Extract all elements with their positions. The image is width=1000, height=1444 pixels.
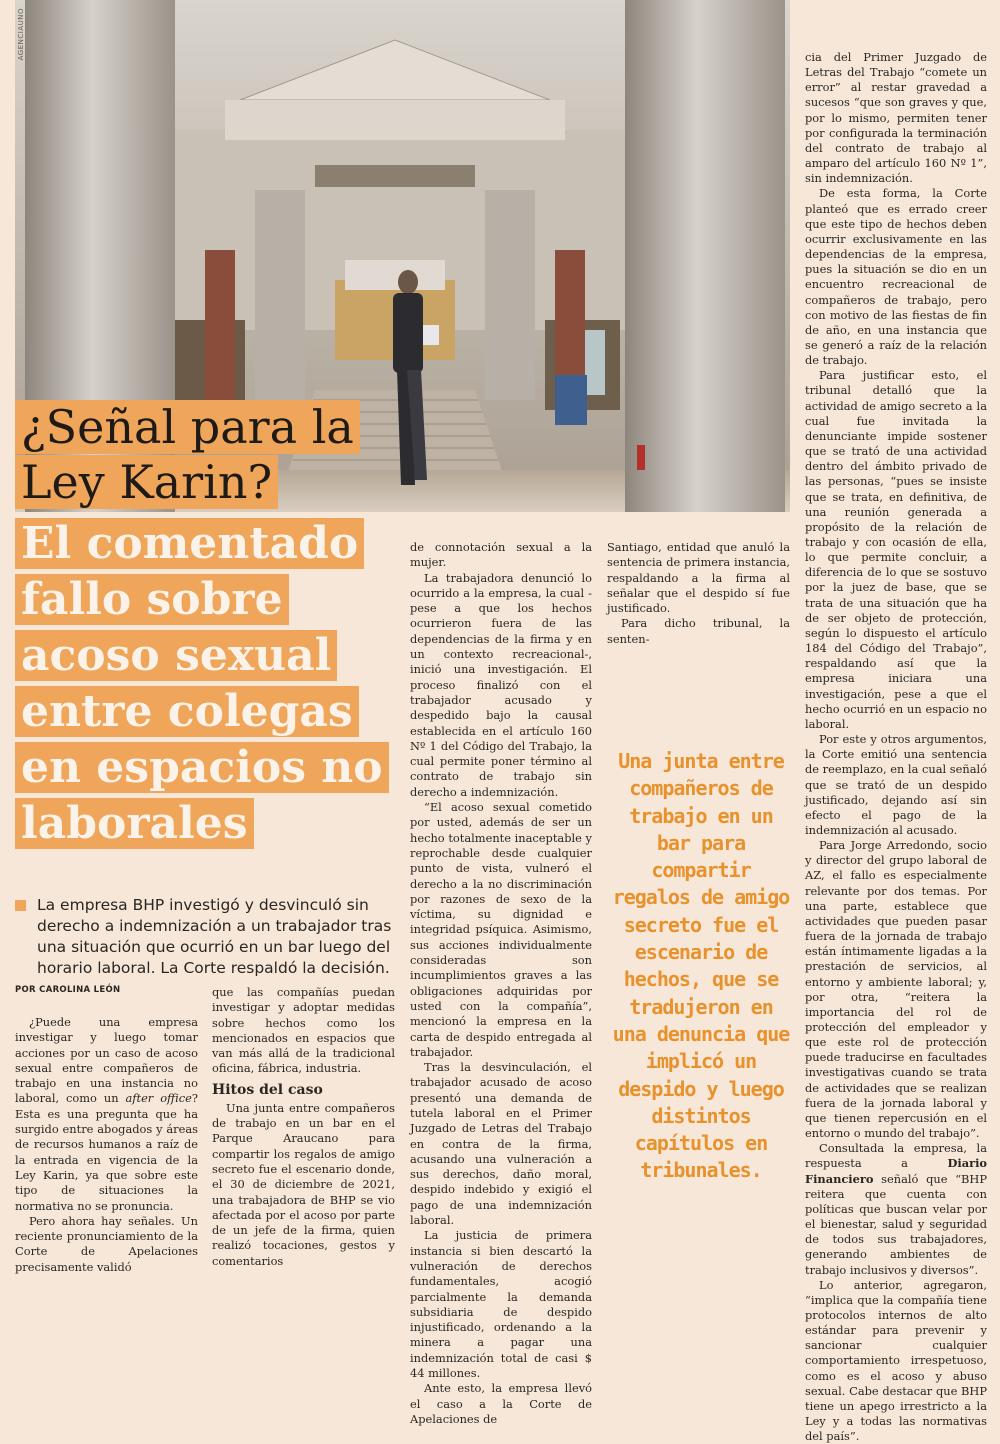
paragraph [805, 1141, 987, 1277]
column-2 [212, 985, 395, 1269]
publication-name: Diario Financiero [805, 1156, 987, 1186]
paragraph: Para dicho tribunal, la senten- [607, 616, 790, 646]
text-run: señaló que “BHP reitera que cuenta con políticas que buscan velar por el bienestar, salud y seguridad de todos sus trabajadores, generando ambientes de trabajo inclusivos y diversos”. [805, 1171, 987, 1277]
headline [15, 516, 400, 852]
photo-credit: AGENCIAUNO [17, 8, 25, 61]
paragraph: Pero ahora hay señales. Un reciente pronunciamiento de la Corte de Apelaciones precisamente validó [15, 1213, 198, 1274]
paragraph: Una junta entre compañeros de trabajo en un bar en el Parque Araucano para compartir los regalos de amigo secreto fue el escenario donde, el 30 de diciembre de 2021, una trabajadora de BHP se vio afectada por el acoso por parte de un jefe de la firma, quien realizó tocaciones, gestos y comentarios [212, 1100, 395, 1268]
paragraph: cia del Primer Juzgado de Letras del Trabajo “comete un error” al restar gravedad a sucesos “que son graves y que, por lo mismo, permiten tener por configurada la terminación del contrato de trabajo al amparo del artículo 160 Nº 1”, sin indemnización. [805, 50, 987, 186]
paragraph: ¿Puede una empresa investigar y luego tomar acciones por un caso de acoso sexual entre compañeros de trabajo en una instancia no laboral, como un after office? Esta es una pregunta que ha surgido entre abogados y áreas de recursos humanos a raíz de la entrada en vigencia de la Ley Karin, ya que sobre este tipo de situaciones la normativa no se pronuncia. [15, 1015, 198, 1213]
text-run: Consultada la empresa, la respuesta a [805, 1141, 987, 1171]
kicker-text: ¿Señal para la Ley Karin? [15, 400, 360, 509]
paragraph: Lo anterior, agregaron, “implica que la compañía tiene protocolos internos de alto estándar para prevenir y sancionar cualquier comportamiento irrespetuoso, como es el acoso y abuso sexual. Cabe destacar que BHP tiene un apego irrestricto a la Ley y a todas las normativas del país”. [805, 1277, 987, 1444]
paragraph: “El acoso sexual cometido por usted, además de ser un hecho totalmente inaceptable y reprochable desde cualquier punto de vista, vulneró el derecho a la no discriminación por razones de sexo de la víctima, su dignidad e integridad psíquica. Asimismo, sus acciones individualmente consideradas son incumplimientos graves a las obligaciones adquiridas por usted con la compañía”, mencionó la empresa en la carta de despido entregada al trabajador. [410, 800, 592, 1059]
paragraph: Tras la desvinculación, el trabajador acusado de acoso presentó una demanda de tutela laboral en el Primer Juzgado de Letras del Trabajo en contra de la firma, acusando una vulneración a sus derechos, daño moral, despido indebido y exigió el pago de una indemnización laboral. [410, 1060, 592, 1228]
paragraph: que las compañías puedan investigar y adoptar medidas sobre hechos como los mencionados en espacios que van más allá de la tradicional oficina, fábrica, industria. [212, 985, 395, 1076]
headline-text: El comentado fallo sobre acoso sexual entre colegas en espacios no laborales [15, 518, 389, 849]
column-4 [607, 540, 790, 647]
paragraph: La justicia de primera instancia si bien descartó la vulneración de derechos fundamentales, acogió parcialmente la demanda subsidiaria de despido injustificado, ordenando a la minera a pagar una indemnización total de casi $ 44 millones. [410, 1228, 592, 1381]
paragraph: Para justificar esto, el tribunal detalló que la actividad de amigo secreto a la cual fue invitada la denunciante impide sostener que se trató de una actividad dentro del ámbito privado de las personas, “pues se insiste que se trata, en definitiva, de una reunión generada a propósito de la relación de trabajo y con ocasión de ella, lo que permite concluir, a diferencia de lo que se sostuvo por la juez de base, que se trata de una situación que ha de ser objeto de protección, según lo dispuesto el artículo 184 del Código del Trabajo”, respaldando así que la empresa iniciara una investigación, pese a que el hecho ocurrió en un espacio no laboral. [805, 368, 987, 731]
lead-text: La empresa BHP investigó y desvinculó sin derecho a indemnización a un trabajador tras una situación que ocurrió en un bar luego del horario laboral. La Corte respaldó la decisión. [37, 896, 392, 977]
column-3 [410, 540, 592, 1427]
pull-quote: Una junta entre compañeros de trabajo en un bar para compartir regalos de amigo secreto fue el escenario de hechos, que se tradujeron en una denuncia que implicó un despido y luego distintos capítulos en tribunales. [612, 749, 790, 1183]
paragraph: de connotación sexual a la mujer. [410, 540, 592, 570]
column-1 [15, 1015, 198, 1275]
paragraph: La trabajadora denunció lo ocurrido a la empresa, la cual -pese a que los hechos ocurrieron fuera de las dependencias de la firma y en un contexto recreacional-, inició una investigación. El proceso finalizó con el trabajador acusado y despedido bajo la causal establecida en el artículo 160 Nº 1 del Código del Trabajo, la cual permite poner término al contrato de trabajo sin derecho a indemnización. [410, 570, 592, 799]
paragraph: Para Jorge Arredondo, socio y director del grupo laboral de AZ, el fallo es especialmente relevante por dos temas. Por una parte, establece que actividades que pueden pasar fuera de la jornada de trabajo están íntimamente ligadas a la prestación de servicios, al entorno y ambiente laboral; y, por otra, “reitera la importancia del rol de protección del empleador y que este rol de protección puede traducirse en facultades investigativas cuando se trata de actividades que se realizan fuera de la jornada laboral y que tienen repercusión en el entorno o mundo del trabajo”. [805, 838, 987, 1141]
paragraph: De esta forma, la Corte planteó que es errado creer que este tipo de hechos deben ocurrir exclusivamente en las dependencias de la empresa, pues la situación se dio en un encuentro recreacional de compañeros de trabajo, pero con motivo de las fiestas de fin de año, en una instancia que se generó a raíz de la relación de trabajo. [805, 186, 987, 368]
subheading: Hitos del caso [212, 1081, 323, 1098]
paragraph: Santiago, entidad que anuló la sentencia de primera instancia, respaldando a la firma al señalar que el despido sí fue justificado. [607, 540, 790, 616]
lead-paragraph [15, 895, 395, 979]
kicker-title [15, 400, 360, 510]
italic-term: after office [125, 1091, 192, 1106]
column-5 [805, 50, 987, 1444]
paragraph: Por este y otros argumentos, la Corte emitió una sentencia de reemplazo, en la cual señaló que se trató de un despido justificado, dejando así sin efecto el pago de la indemnización al acusado. [805, 732, 987, 837]
byline: POR CAROLINA LEÓN [15, 985, 121, 995]
paragraph: Ante esto, la empresa llevó el caso a la Corte de Apelaciones de [410, 1381, 592, 1426]
lead-square-icon [15, 900, 26, 911]
